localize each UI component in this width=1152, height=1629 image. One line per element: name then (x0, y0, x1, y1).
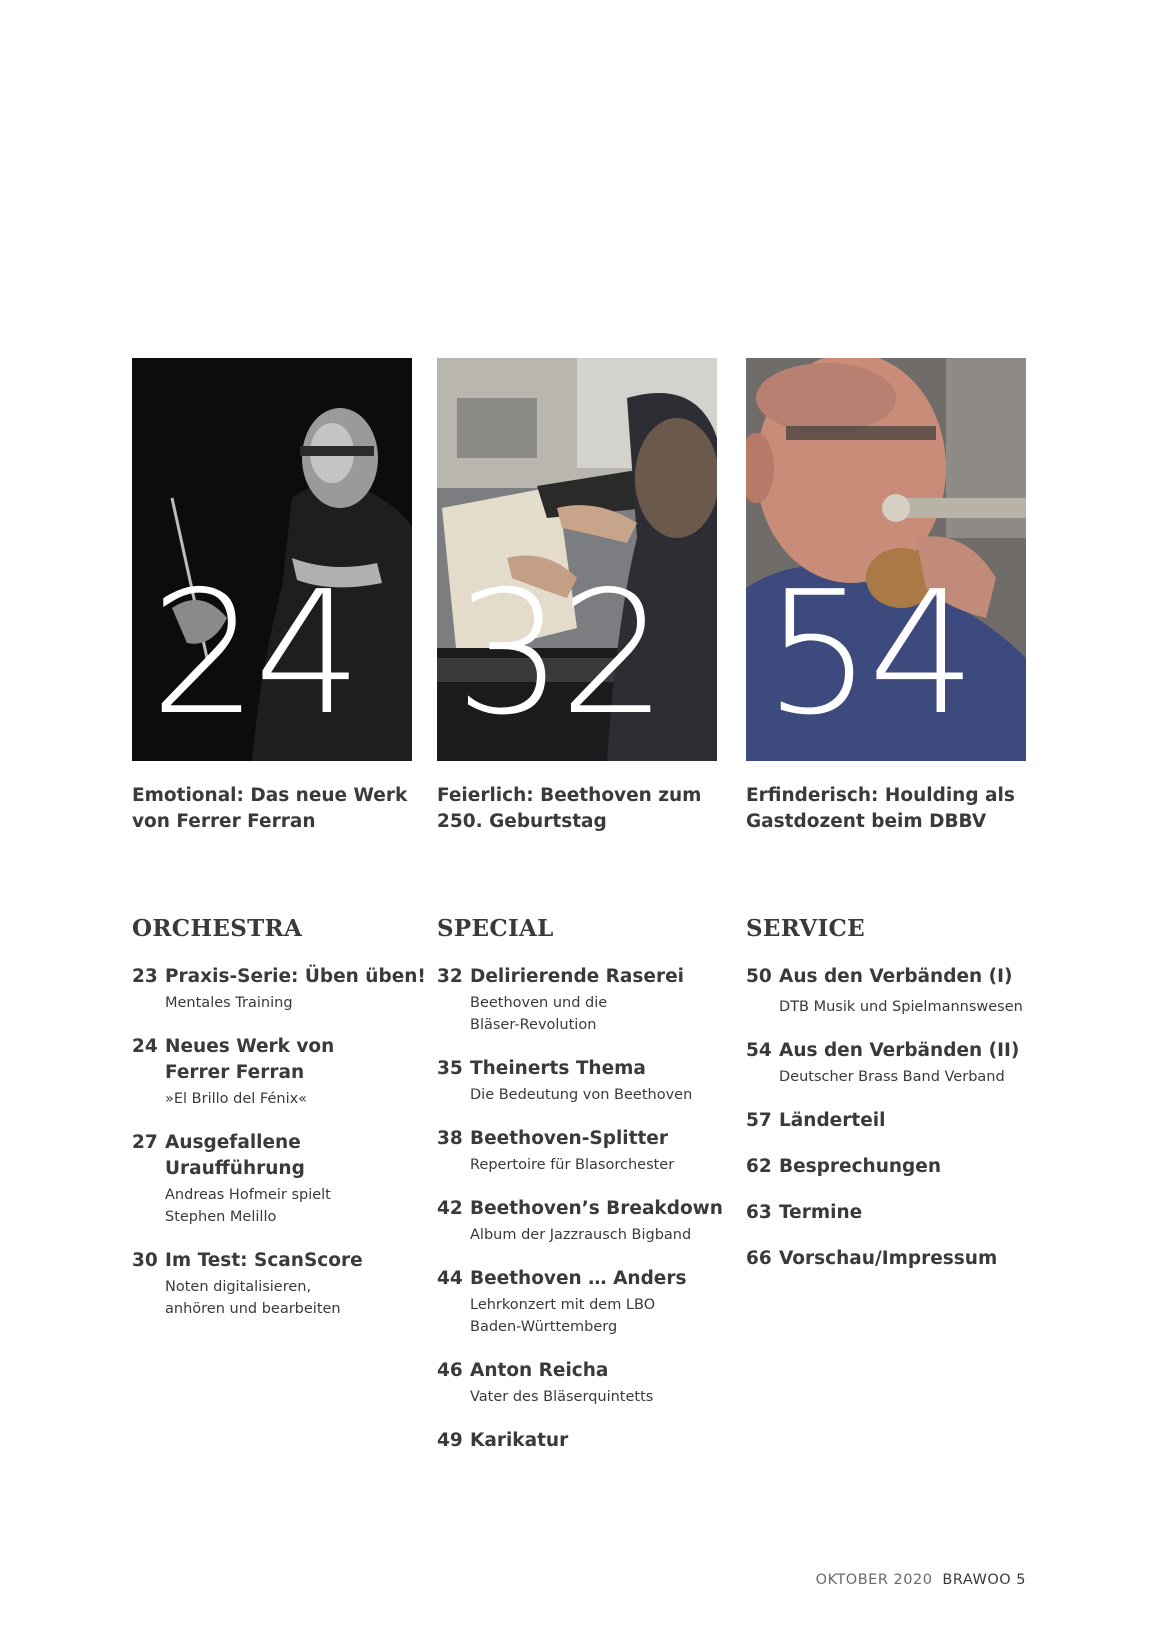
issue-date: OKTOBER 2020 (815, 1572, 933, 1588)
toc-title: Beethoven-Splitter (470, 1128, 668, 1149)
toc-title: Ausgefallene Uraufführung (165, 1132, 305, 1179)
toc-entry[interactable] (746, 1038, 1046, 1088)
toc-page-number: 46 (437, 1360, 463, 1381)
feature-page-number: 32 (455, 555, 664, 753)
toc-entry[interactable] (746, 1246, 1046, 1272)
toc-title: Theinerts Thema (470, 1058, 646, 1079)
toc-page-number: 38 (437, 1128, 463, 1149)
toc-page-number: 24 (132, 1036, 158, 1057)
feature-caption[interactable]: Emotional: Das neue Werk von Ferrer Ferran (132, 785, 408, 832)
toc-subtitle: Die Bedeutung von Beethoven (470, 1087, 693, 1103)
toc-entry[interactable] (132, 1130, 432, 1228)
toc-title: Termine (779, 1202, 863, 1223)
toc-subtitle: Album der Jazzrausch Bigband (470, 1227, 692, 1243)
feature-photo-composer[interactable] (437, 358, 717, 761)
page-number: 5 (1016, 1572, 1026, 1588)
toc-title: Beethoven … Anders (470, 1268, 687, 1289)
toc-title: Neues Werk von Ferrer Ferran (165, 1036, 335, 1083)
toc-entry[interactable] (746, 964, 1046, 1018)
toc-subtitle: Andreas Hofmeir spielt Stephen Melillo (165, 1187, 331, 1225)
toc-entry[interactable] (132, 964, 432, 1014)
toc-entry[interactable] (437, 1056, 737, 1106)
toc-page-number: 32 (437, 966, 463, 987)
toc-page-number: 63 (746, 1202, 772, 1223)
toc-title: Vorschau/Impressum (779, 1248, 998, 1269)
toc-entry[interactable] (746, 1200, 1046, 1226)
toc-page-number: 62 (746, 1156, 772, 1177)
toc-entry[interactable] (437, 1358, 737, 1408)
toc-page-number: 42 (437, 1198, 463, 1219)
magazine-brand: BRAWOO (942, 1572, 1012, 1588)
feature-caption[interactable]: Erfinderisch: Houlding als Gastdozent beim DBBV (746, 785, 1015, 832)
section-service (746, 915, 1046, 1292)
toc-title: Aus den Verbänden (II) (779, 1040, 1020, 1061)
toc-entry[interactable] (437, 1196, 737, 1246)
toc-page-number: 54 (746, 1040, 772, 1061)
toc-title: Besprechungen (779, 1156, 942, 1177)
toc-page-number: 66 (746, 1248, 772, 1269)
section-title: ORCHESTRA (132, 915, 303, 942)
feature-photo-trombonist[interactable] (746, 358, 1026, 761)
toc-subtitle: »El Brillo del Fénix« (165, 1091, 308, 1107)
toc-entry[interactable] (437, 1428, 737, 1454)
page-footer (816, 1572, 1026, 1588)
toc-page-number: 35 (437, 1058, 463, 1079)
section-title: SERVICE (746, 915, 865, 942)
feature-page-number: 24 (150, 555, 359, 753)
toc-title: Aus den Verbänden (I) (779, 966, 1013, 987)
toc-title: Karikatur (470, 1430, 569, 1451)
toc-title: Länderteil (779, 1110, 886, 1131)
toc-subtitle: Lehrkonzert mit dem LBO Baden-Württemberg (470, 1297, 656, 1335)
toc-page-number: 27 (132, 1132, 158, 1153)
toc-subtitle: Beethoven und die Bläser-Revolution (470, 995, 608, 1033)
toc-subtitle: Noten digitalisieren, anhören und bearbeiten (165, 1279, 341, 1317)
toc-entry[interactable] (437, 964, 737, 1036)
toc-page-number: 57 (746, 1110, 772, 1131)
section-title: SPECIAL (437, 915, 554, 942)
toc-entry[interactable] (132, 1034, 432, 1110)
toc-entry[interactable] (437, 1266, 737, 1338)
toc-subtitle: Deutscher Brass Band Verband (779, 1069, 1005, 1085)
toc-title: Im Test: ScanScore (165, 1250, 363, 1271)
toc-page-number: 49 (437, 1430, 463, 1451)
toc-subtitle: Repertoire für Blasorchester (470, 1157, 675, 1173)
toc-title: Beethoven’s Breakdown (470, 1198, 723, 1219)
toc-page-number: 50 (746, 966, 772, 987)
section-special (437, 915, 737, 1474)
toc-title: Anton Reicha (470, 1360, 609, 1381)
toc-subtitle: Vater des Bläserquintetts (470, 1389, 654, 1405)
toc-entry[interactable] (746, 1154, 1046, 1180)
toc-page-number: 23 (132, 966, 158, 987)
toc-title: Praxis-Serie: Üben üben! (165, 966, 426, 987)
toc-entry[interactable] (746, 1108, 1046, 1134)
section-orchestra (132, 915, 432, 1340)
toc-subtitle: DTB Musik und Spielmannswesen (779, 999, 1023, 1015)
feature-photo-conductor[interactable] (132, 358, 412, 761)
feature-caption[interactable]: Feierlich: Beethoven zum 250. Geburtstag (437, 785, 702, 832)
toc-entry[interactable] (437, 1126, 737, 1176)
toc-subtitle: Mentales Training (165, 995, 293, 1011)
feature-page-number: 54 (764, 555, 973, 753)
toc-page-number: 30 (132, 1250, 158, 1271)
toc-entry[interactable] (132, 1248, 432, 1320)
toc-title: Delirierende Raserei (470, 966, 684, 987)
toc-page-number: 44 (437, 1268, 463, 1289)
